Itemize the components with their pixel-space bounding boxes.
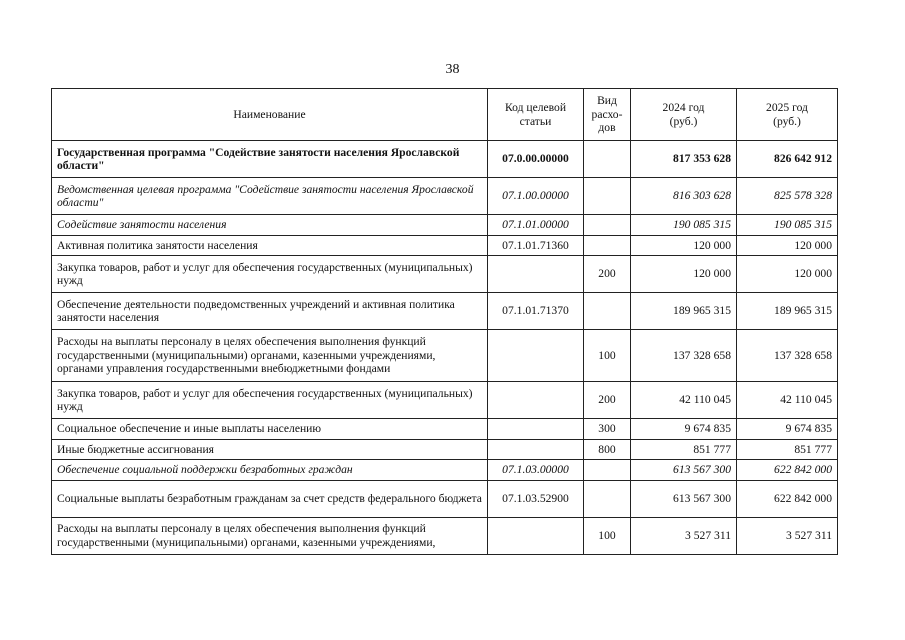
cell-2024: 851 777 xyxy=(631,439,737,460)
cell-kind: 200 xyxy=(584,256,631,293)
table-row xyxy=(52,293,838,330)
cell-name: Расходы на выплаты персоналу в целях обеспечения выполнения функций государственными (муниципальными) органами, казенными учреждениями, органами управления государственными внебюджетными фондами xyxy=(52,330,488,382)
cell-kind xyxy=(584,141,631,178)
cell-2024: 3 527 311 xyxy=(631,517,737,554)
cell-code: 07.0.00.00000 xyxy=(488,141,584,178)
table-body xyxy=(52,141,838,555)
cell-2024: 817 353 628 xyxy=(631,141,737,178)
cell-kind xyxy=(584,460,631,481)
header-code: Код целевой статьи xyxy=(488,89,584,141)
table-row xyxy=(52,517,838,554)
cell-kind xyxy=(584,480,631,517)
cell-2024: 613 567 300 xyxy=(631,480,737,517)
cell-code: 07.1.00.00000 xyxy=(488,178,584,215)
cell-2024: 189 965 315 xyxy=(631,293,737,330)
cell-2024: 120 000 xyxy=(631,235,737,256)
table-row xyxy=(52,215,838,236)
cell-code: 07.1.01.00000 xyxy=(488,215,584,236)
cell-name: Закупка товаров, работ и услуг для обеспечения государственных (муниципальных) нужд xyxy=(52,256,488,293)
cell-2025: 826 642 912 xyxy=(737,141,838,178)
cell-kind xyxy=(584,215,631,236)
header-2024: 2024 год (руб.) xyxy=(631,89,737,141)
table-row xyxy=(52,256,838,293)
table-row xyxy=(52,439,838,460)
cell-2024: 9 674 835 xyxy=(631,419,737,440)
cell-2025: 3 527 311 xyxy=(737,517,838,554)
cell-2025: 137 328 658 xyxy=(737,330,838,382)
table-row xyxy=(52,419,838,440)
page-number: 38 xyxy=(445,62,460,77)
cell-2024: 613 567 300 xyxy=(631,460,737,481)
cell-kind: 800 xyxy=(584,439,631,460)
table-row xyxy=(52,330,838,382)
cell-kind: 300 xyxy=(584,419,631,440)
table-row xyxy=(52,141,838,178)
cell-2025: 622 842 000 xyxy=(737,480,838,517)
header-name: Наименование xyxy=(52,89,488,141)
cell-2025: 120 000 xyxy=(737,235,838,256)
cell-code: 07.1.03.52900 xyxy=(488,480,584,517)
cell-kind: 200 xyxy=(584,382,631,419)
cell-kind xyxy=(584,293,631,330)
cell-name: Обеспечение социальной поддержки безработных граждан xyxy=(52,460,488,481)
table-header-row xyxy=(52,89,838,141)
cell-code xyxy=(488,382,584,419)
cell-kind xyxy=(584,235,631,256)
cell-kind: 100 xyxy=(584,330,631,382)
table-row xyxy=(52,382,838,419)
table-row xyxy=(52,178,838,215)
cell-code xyxy=(488,256,584,293)
cell-code: 07.1.03.00000 xyxy=(488,460,584,481)
cell-name: Ведомственная целевая программа "Содействие занятости населения Ярославской области" xyxy=(52,178,488,215)
cell-2024: 190 085 315 xyxy=(631,215,737,236)
cell-2025: 622 842 000 xyxy=(737,460,838,481)
cell-name: Социальное обеспечение и иные выплаты населению xyxy=(52,419,488,440)
cell-name: Социальные выплаты безработным гражданам за счет средств федерального бюджета xyxy=(52,480,488,517)
header-2025: 2025 год (руб.) xyxy=(737,89,838,141)
cell-2025: 851 777 xyxy=(737,439,838,460)
cell-name: Обеспечение деятельности подведомственных учреждений и активная политика занятости населения xyxy=(52,293,488,330)
cell-name: Активная политика занятости населения xyxy=(52,235,488,256)
cell-code xyxy=(488,330,584,382)
cell-code xyxy=(488,419,584,440)
table-row xyxy=(52,460,838,481)
cell-name: Расходы на выплаты персоналу в целях обеспечения выполнения функций государственными (муниципальными) органами, казенными учреждениями, xyxy=(52,517,488,554)
cell-2024: 42 110 045 xyxy=(631,382,737,419)
cell-code: 07.1.01.71360 xyxy=(488,235,584,256)
cell-code: 07.1.01.71370 xyxy=(488,293,584,330)
cell-kind: 100 xyxy=(584,517,631,554)
header-kind: Вид расхо- дов xyxy=(584,89,631,141)
cell-kind xyxy=(584,178,631,215)
cell-2025: 42 110 045 xyxy=(737,382,838,419)
table-row xyxy=(52,480,838,517)
cell-2024: 120 000 xyxy=(631,256,737,293)
cell-name: Иные бюджетные ассигнования xyxy=(52,439,488,460)
cell-2025: 190 085 315 xyxy=(737,215,838,236)
cell-2025: 189 965 315 xyxy=(737,293,838,330)
cell-2025: 9 674 835 xyxy=(737,419,838,440)
cell-name: Государственная программа "Содействие занятости населения Ярославской области" xyxy=(52,141,488,178)
cell-2025: 825 578 328 xyxy=(737,178,838,215)
budget-table xyxy=(51,88,838,555)
cell-2025: 120 000 xyxy=(737,256,838,293)
cell-name: Содействие занятости населения xyxy=(52,215,488,236)
table-row xyxy=(52,235,838,256)
cell-name: Закупка товаров, работ и услуг для обеспечения государственных (муниципальных) нужд xyxy=(52,382,488,419)
cell-code xyxy=(488,439,584,460)
cell-code xyxy=(488,517,584,554)
cell-2024: 137 328 658 xyxy=(631,330,737,382)
cell-2024: 816 303 628 xyxy=(631,178,737,215)
